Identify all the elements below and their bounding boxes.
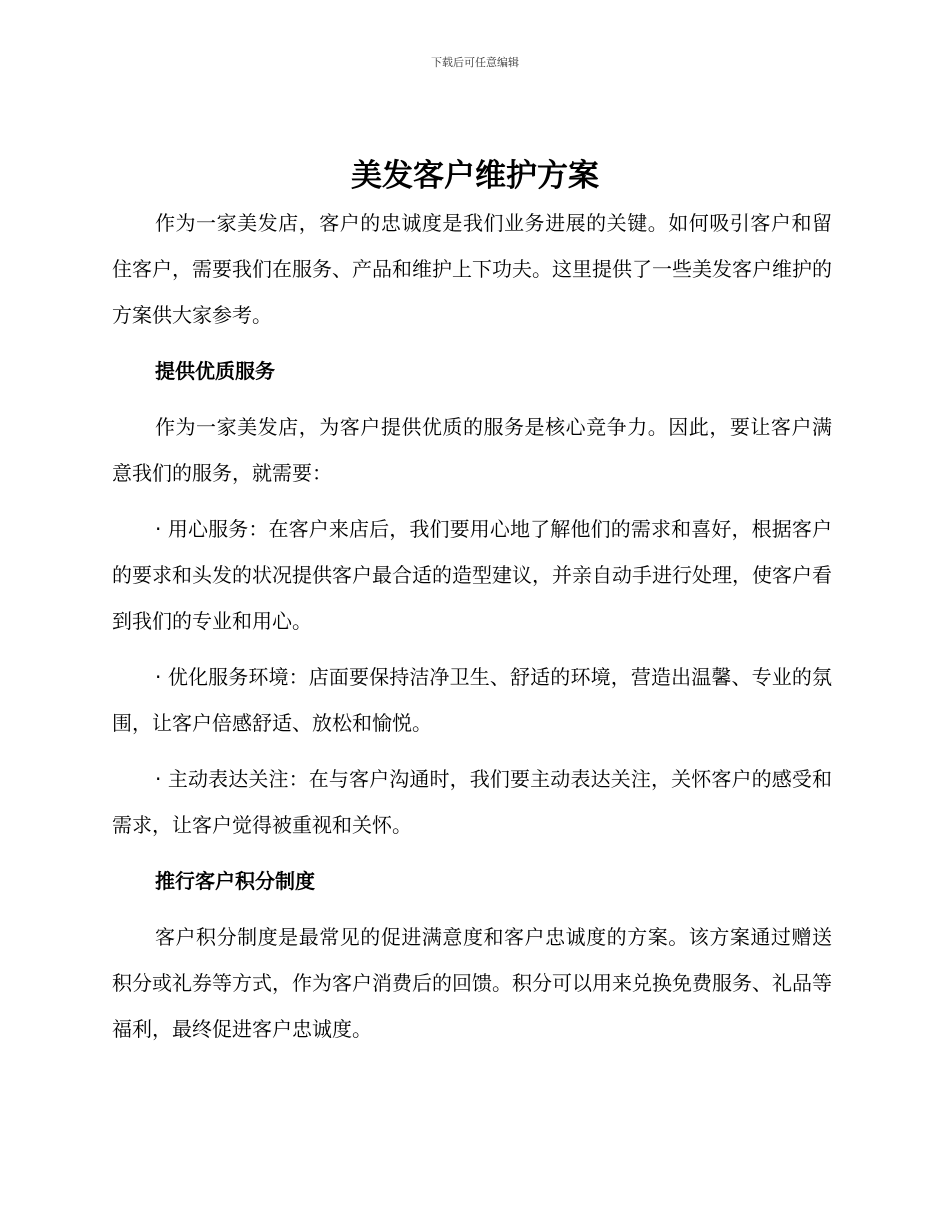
bullet-proactive-care: · 主动表达关注：在与客户沟通时，我们要主动表达关注，关怀客户的感受和需求，让客户觉得被重视和关怀。 [112, 767, 832, 837]
header-note: 下载后可任意编辑 [431, 56, 519, 69]
document-body [112, 200, 832, 1062]
intro-paragraph: 作为一家美发店，客户的忠诚度是我们业务进展的关键。如何吸引客户和留住客户，需要我们在服务、产品和维护上下功夫。这里提供了一些美发客户维护的方案供大家参考。 [112, 211, 832, 327]
points-system-paragraph: 客户积分制度是最常见的促进满意度和客户忠诚度的方案。该方案通过赠送积分或礼券等方式，作为客户消费后的回馈。积分可以用来兑换免费服务、礼品等福利，最终促进客户忠诚度。 [112, 925, 832, 1041]
section-heading-quality-service: 提供优质服务 [155, 359, 275, 383]
document-title: 美发客户维护方案 [351, 158, 599, 194]
quality-service-paragraph: 作为一家美发店，为客户提供优质的服务是核心竞争力。因此，要让客户满意我们的服务，就需要： [112, 415, 832, 485]
bullet-attentive-service: · 用心服务：在客户来店后，我们要用心地了解他们的需求和喜好，根据客户的要求和头发的状况提供客户最合适的造型建议，并亲自动手进行处理，使客户看到我们的专业和用心。 [112, 517, 832, 633]
bullet-optimize-environment: · 优化服务环境：店面要保持洁净卫生、舒适的环境，营造出温馨、专业的氛围，让客户倍感舒适、放松和愉悦。 [112, 665, 832, 735]
section-heading-points-system: 推行客户积分制度 [155, 869, 315, 893]
